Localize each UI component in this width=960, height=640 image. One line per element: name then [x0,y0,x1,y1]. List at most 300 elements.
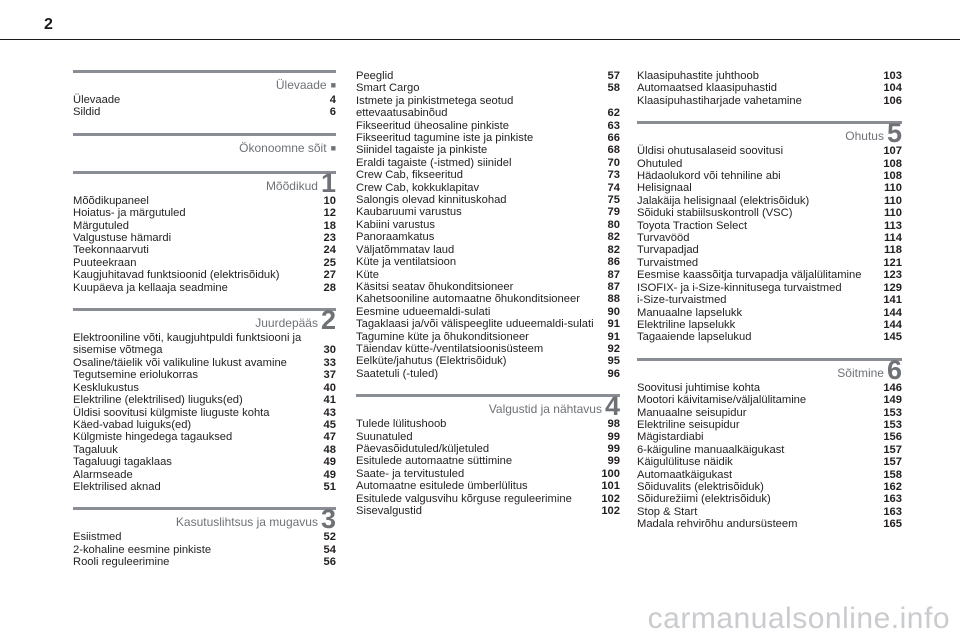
toc-entry-page: 156 [883,431,902,444]
toc-entry-page: 102 [601,492,620,505]
toc-entry[interactable] [356,355,620,367]
toc-entry-label: Eelküte/jahutus (Elektrisõiduk) [356,355,507,368]
toc-entry-page: 107 [883,145,902,158]
toc-entry-label: Eraldi tagaiste (-istmed) siinidel [356,156,512,169]
toc-entry[interactable] [73,195,336,207]
toc-entry[interactable] [637,257,902,269]
toc-entry-page: 165 [883,518,902,531]
toc-entry[interactable] [356,244,620,256]
toc-entry-page: 49 [323,456,336,469]
toc-entry-label: Automaatkäigukast [637,468,733,481]
toc-entry-page: 145 [883,331,902,344]
section-number: 6 [886,354,902,385]
toc-entry[interactable] [356,480,620,492]
toc-column-1 [73,70,336,569]
toc-entry-page: 110 [883,194,902,207]
toc-entry-label: Teekonnaarvuti [73,244,149,257]
toc-entry-page: 98 [607,418,620,431]
toc-entry-label: Külgmiste hingedega tagauksed [73,431,233,444]
toc-entry[interactable] [356,443,620,455]
toc-entry-page: 90 [607,305,620,318]
section-number: 3 [320,504,336,535]
toc-entry-page: 149 [883,394,902,407]
toc-entry-label: Hädaolukord või tehniline abi [637,170,781,183]
toc-entry[interactable] [637,407,902,419]
toc-entry[interactable] [73,469,336,481]
toc-entry-label: Eesmise kaassõitja turvapadja väljalülitamine [637,269,862,282]
toc-entry-page: 40 [323,381,336,394]
toc-entry-label: ISOFIX- ja i-Size-kinnitusega turvaistmed [637,281,842,294]
toc-entry[interactable] [637,145,902,157]
section-divider [73,507,336,510]
toc-entry-label: Peeglid [356,70,394,82]
toc-section [73,305,336,493]
toc-entry-label: Tegutsemine eriolukorras [73,369,198,382]
toc-entry[interactable] [73,419,336,431]
toc-entry[interactable] [356,95,620,120]
section-number: 2 [320,305,336,336]
toc-entry[interactable] [73,257,336,269]
toc-entry-label: Crew Cab, kokkuklapitav [356,181,480,194]
section-heading [637,118,902,149]
toc-entry[interactable] [356,418,620,430]
toc-entry-page: 110 [883,207,902,220]
toc-entry-list [73,94,336,119]
toc-entry-page: 86 [607,256,620,269]
toc-entry-page: 141 [883,294,902,307]
toc-entry[interactable] [356,505,620,517]
toc-entry-page: 82 [607,243,620,256]
toc-entry[interactable] [73,207,336,219]
toc-entry-label: Stop & Start [637,505,698,518]
toc-entry-page: 82 [607,231,620,244]
toc-entry[interactable] [356,331,620,343]
toc-entry-page: 100 [601,467,620,480]
toc-entry-label: 6-käiguline manuaalkäigukast [637,443,785,456]
toc-entry[interactable] [73,244,336,256]
toc-entry-label: Küte ja ventilatsioon [356,256,457,269]
toc-entry-page: 52 [323,531,336,544]
toc-entry[interactable] [637,182,902,194]
toc-entry[interactable] [356,368,620,380]
toc-entry[interactable] [356,120,620,132]
toc-entry-page: 129 [883,281,902,294]
toc-entry[interactable] [356,493,620,505]
section-divider [73,133,336,136]
toc-entry-page: 80 [607,218,620,231]
toc-entry-label: Esiistmed [73,531,122,544]
toc-entry-label: Mõõdikupaneel [73,194,149,207]
toc-entry-page: 48 [323,443,336,456]
toc-entry-label: Hoiatus- ja märgutuled [73,207,186,220]
toc-entry-label: Tagaaiende lapselukud [637,331,752,344]
toc-entry-page: 110 [883,182,902,195]
toc-entry-label: Smart Cargo [356,82,420,95]
toc-entry-page: 57 [607,70,620,82]
toc-entry[interactable] [637,444,902,456]
toc-entry[interactable] [356,182,620,194]
toc-entry-label: Klaasipuhastite juhthoob [637,70,759,82]
section-title: Ökonoomne sõit [239,140,327,155]
toc-entry[interactable] [356,318,620,330]
toc-entry-page: 74 [607,181,620,194]
section-heading [637,354,902,385]
toc-entry-list [356,418,620,517]
toc-entry-page: 63 [607,119,620,132]
toc-entry[interactable] [637,269,902,281]
toc-entry[interactable] [637,481,902,493]
toc-entry[interactable] [356,132,620,144]
toc-entry-label: Ohutuled [637,157,683,170]
toc-section [73,70,336,119]
toc-entry-label: Mägistardiabi [637,431,704,444]
toc-entry[interactable] [637,331,902,343]
toc-entry-page: 88 [607,293,620,306]
toc-entry-label: Helisignaal [637,182,692,195]
toc-entry-page: 45 [323,418,336,431]
toc-entry-label: Üldisi soovitusi külgmiste liuguste kohta [73,406,270,419]
section-heading [73,167,336,198]
toc-entry[interactable] [356,306,620,318]
toc-entry[interactable] [356,256,620,268]
toc-entry-label: Panoraamkatus [356,231,435,244]
toc-section [73,133,336,157]
toc-entry-page: 23 [323,232,336,245]
toc-entry-label: Fikseeritud üheosaline pinkiste [356,119,509,132]
toc-entry-page: 157 [883,443,902,456]
toc-entry-label: Küte [356,268,380,281]
toc-entry[interactable] [73,94,336,106]
toc-entry-page: 153 [883,406,902,419]
toc-entry-label: Toyota Traction Select [637,219,748,232]
toc-entry[interactable] [73,481,336,493]
toc-entry[interactable] [637,518,902,530]
toc-entry-page: 70 [607,156,620,169]
toc-entry-page: 18 [323,219,336,232]
toc-entry-label: Turvaistmed [637,256,699,269]
toc-entry-list [73,332,336,493]
toc-entry-label: Käed-vabad luiguks(ed) [73,418,192,431]
toc-entry[interactable] [637,282,902,294]
toc-entry-label: 2-kohaline eesmine pinkiste [73,543,212,556]
toc-entry[interactable] [637,431,902,443]
section-title: Kasutuslihtsus ja mugavus [175,515,318,530]
toc-entry-page: 144 [883,306,902,319]
toc-entry-label: Täiendav kütte-/ventilatsioonisüsteem [356,342,544,355]
toc-entry-page: 162 [883,480,902,493]
toc-entry-page: 56 [323,556,336,569]
toc-entry-page: 108 [883,157,902,170]
toc-entry-label: Tulede lülitushoob [356,418,447,431]
toc-entry-page: 163 [883,493,902,506]
toc-entry-page: 104 [883,82,902,95]
toc-entry-page: 121 [883,256,902,269]
toc-entry[interactable] [637,170,902,182]
toc-entry-label: Rooli reguleerimine [73,556,170,569]
toc-entry-label: Automaatsed klaasipuhastid [637,82,777,95]
toc-entry-list [637,382,902,531]
toc-entry-label: Esitulede automaatne süttimine [356,455,513,468]
toc-entry-page: 79 [607,206,620,219]
toc-entry[interactable] [356,468,620,480]
toc-entry-label: Kuupäeva ja kellaaja seadmine [73,281,228,294]
toc-entry[interactable] [356,169,620,181]
toc-entry[interactable] [637,469,902,481]
toc-entry-page: 123 [883,269,902,282]
section-divider [637,358,902,361]
toc-entry[interactable] [356,157,620,169]
toc-entry-page: 28 [323,281,336,294]
toc-entry-label: Salongis olevad kinnituskohad [356,194,507,207]
section-number: 4 [604,391,620,422]
toc-entry-label: Sisevalgustid [356,505,422,517]
toc-entry[interactable] [637,419,902,431]
section-heading [73,75,336,94]
toc-entry[interactable] [637,232,902,244]
toc-entry-label: Automaatne esitulede ümberlülitus [356,480,528,493]
toc-entry[interactable] [73,407,336,419]
toc-entry[interactable] [637,220,902,232]
toc-entry-page: 106 [883,94,902,107]
toc-entry-label: Manuaalne lapselukk [637,306,743,319]
toc-section [356,391,620,517]
toc-entry[interactable] [356,206,620,218]
toc-entry[interactable] [356,431,620,443]
toc-entry-page: 10 [323,194,336,207]
toc-entry-page: 146 [883,381,902,394]
toc-entry-page: 91 [607,330,620,343]
toc-entry-page: 118 [883,244,902,257]
toc-entry-label: Tagaluugi tagaklaas [73,456,172,469]
section-title: Valgustid ja nähtavus [488,402,602,417]
toc-entry[interactable] [637,195,902,207]
toc-entry-label: Fikseeritud tagumine iste ja pinkiste [356,132,534,145]
toc-entry-page: 51 [323,480,336,493]
toc-entry[interactable] [73,382,336,394]
toc-entry-list [637,70,902,107]
section-heading [356,391,620,422]
toc-entry-page: 99 [607,442,620,455]
toc-entry-page: 68 [607,144,620,157]
toc-entry-page: 12 [323,207,336,220]
toc-section [73,167,336,294]
toc-column-2 [356,70,620,517]
toc-entry[interactable] [73,456,336,468]
toc-entry[interactable] [73,531,336,543]
toc-entry-page: 114 [883,232,902,245]
toc-entry-label: Tagaklaasi ja/või välispeeglite udueemaldi-sulati [356,318,594,331]
toc-section [637,70,902,107]
toc-entry[interactable] [356,455,620,467]
toc-entry[interactable] [637,456,902,468]
section-divider [73,308,336,311]
toc-entry-label: Elektriline lapselukk [637,318,736,331]
toc-entry[interactable] [356,219,620,231]
toc-entry-label: Esitulede valgusvihu kõrguse reguleerimine [356,492,572,505]
toc-entry-label: Kabiini varustus [356,218,435,231]
toc-entry-page: 75 [607,194,620,207]
toc-entry[interactable] [356,70,620,82]
toc-entry-page: 96 [607,367,620,380]
toc-entry-label: Alarmseade [73,468,133,481]
toc-entry-label: Jalakäija helisignaal (elektrisõiduk) [637,194,810,207]
toc-entry-label: Päevasõidutuled/küljetuled [356,442,490,455]
toc-entry-label: Väljatõmmatav laud [356,243,455,256]
toc-entry[interactable] [637,319,902,331]
toc-entry[interactable] [637,294,902,306]
toc-entry[interactable] [637,493,902,505]
toc-entry[interactable] [73,544,336,556]
section-heading [73,504,336,535]
toc-entry-label: Tagumine küte ja õhukonditsioneer [356,330,529,343]
toc-entry-label: Ülevaade [73,94,121,106]
toc-entry-list [356,70,620,380]
toc-entry[interactable] [637,95,902,107]
toc-entry[interactable] [637,382,902,394]
section-divider [356,394,620,397]
toc-entry[interactable] [356,231,620,243]
toc-entry-page: 91 [607,318,620,331]
toc-entry-page: 87 [607,268,620,281]
header-divider [0,39,960,40]
toc-entry-label: Saate- ja tervitustuled [356,467,465,480]
toc-entry-label: Üldisi ohutusalaseid soovitusi [637,145,784,158]
toc-entry-label: Mootori käivitamise/väljalülitamine [637,394,807,407]
toc-entry[interactable] [73,332,336,357]
toc-entry[interactable] [73,556,336,568]
toc-entry[interactable] [73,232,336,244]
toc-entry-label: Puuteekraan [73,256,137,269]
toc-entry[interactable] [73,444,336,456]
toc-entry[interactable] [637,307,902,319]
toc-entry-page: 4 [329,94,336,106]
toc-entry[interactable] [356,343,620,355]
toc-entry-page: 25 [323,256,336,269]
toc-entry-label: Elektriline (elektrilised) liuguks(ed) [73,394,243,407]
toc-entry-page: 73 [607,169,620,182]
toc-entry-label: Soovitusi juhtimise kohta [637,381,761,394]
toc-entry-label: Madala rehvirõhu andursüsteem [637,518,798,531]
toc-entry[interactable] [73,106,336,118]
toc-entry-label: Kesklukustus [73,381,139,394]
toc-entry-label: Sildid [73,106,101,119]
toc-entry-page: 108 [883,170,902,183]
toc-entry-page: 153 [883,418,902,431]
toc-entry-label: Manuaalne seisupidur [637,406,747,419]
toc-entry-page: 92 [607,342,620,355]
toc-entry[interactable] [356,194,620,206]
toc-entry-label: Klaasipuhastiharjade vahetamine [637,94,802,107]
toc-entry-label: Kaugjuhitavad funktsioonid (elektrisõiduk) [73,269,280,282]
toc-entry[interactable] [637,506,902,518]
toc-entry-list [73,195,336,294]
toc-column-3 [637,70,902,531]
toc-entry[interactable] [73,282,336,294]
toc-entry-list [73,531,336,568]
section-title: Mõõdikud [265,178,318,193]
toc-entry[interactable] [73,220,336,232]
toc-section [356,70,620,380]
toc-entry-label: Valgustuse hämardi [73,232,172,245]
toc-entry-label: Märgutuled [73,219,129,232]
section-title: Sõitmine [837,365,884,380]
toc-entry-page: 102 [601,505,620,517]
toc-entry[interactable] [637,207,902,219]
toc-entry-page: 41 [323,394,336,407]
toc-entry-label: Saatetuli (-tuled) [356,367,439,380]
square-marker-icon: ■ [330,142,336,153]
toc-entry[interactable] [356,82,620,94]
toc-entry-page: 6 [329,106,336,119]
toc-entry-label: Crew Cab, fikseeritud [356,169,463,182]
toc-entry[interactable] [356,281,620,293]
toc-entry[interactable] [637,394,902,406]
toc-entry-page: 163 [883,505,902,518]
section-divider [73,70,336,73]
toc-entry-page: 43 [323,406,336,419]
toc-entry-label: Tagaluuk [73,443,118,456]
toc-entry-label: i-Size-turvaistmed [637,294,727,307]
section-number: 5 [886,118,902,149]
toc-entry-page: 33 [323,356,336,369]
toc-section [637,354,902,531]
toc-entry[interactable] [73,431,336,443]
toc-entry-label: Siinidel tagaiste ja pinkiste [356,144,488,157]
toc-entry-label: Kahetsooniline automaatne õhukonditsioneer [356,293,580,306]
toc-entry-label: Sõiduki stabiilsuskontroll (VSC) [637,207,793,220]
section-title: Ülevaade [275,78,327,92]
toc-entry-label: Käsitsi seatav õhukonditsioneer [356,280,514,293]
toc-entry-label: Suunatuled [356,430,413,443]
section-heading [73,305,336,336]
toc-entry[interactable] [356,269,620,281]
toc-entry[interactable] [356,293,620,305]
toc-entry[interactable] [73,357,336,369]
toc-entry-page: 62 [607,107,620,120]
toc-entry-page: 37 [323,369,336,382]
toc-entry[interactable] [73,269,336,281]
toc-entry-page: 95 [607,355,620,368]
toc-entry-label: Elektriline seisupidur [637,418,740,431]
section-title: Juurdepääs [255,316,318,331]
square-marker-icon: ■ [330,80,336,90]
toc-entry-page: 27 [323,269,336,282]
toc-entry-page: 58 [607,82,620,95]
toc-entry[interactable] [637,70,902,82]
toc-entry[interactable] [73,369,336,381]
toc-entry-label: Eesmine udueemaldi-sulati [356,305,491,318]
toc-entry[interactable] [637,82,902,94]
toc-entry-page: 87 [607,280,620,293]
toc-entry-page: 30 [323,344,336,357]
toc-entry-label: Elektrilised aknad [73,480,161,493]
section-divider [73,171,336,174]
toc-entry-label: Elektrooniline võti, kaugjuhtpuldi funktsiooni ja sisemise võtmega [73,332,302,357]
toc-entry-label: Kaubaruumi varustus [356,206,462,219]
toc-entry-page: 113 [883,219,902,232]
toc-entry-page: 99 [607,430,620,443]
toc-entry-page: 103 [883,70,902,82]
toc-entry[interactable] [356,144,620,156]
toc-entry[interactable] [637,158,902,170]
toc-entry-page: 158 [883,468,902,481]
toc-entry-label: Turvapadjad [637,244,699,257]
toc-entry[interactable] [73,394,336,406]
toc-entry-label: Turvavööd [637,232,690,245]
toc-entry[interactable] [637,244,902,256]
toc-entry-page: 66 [607,132,620,145]
toc-entry-page: 24 [323,244,336,257]
